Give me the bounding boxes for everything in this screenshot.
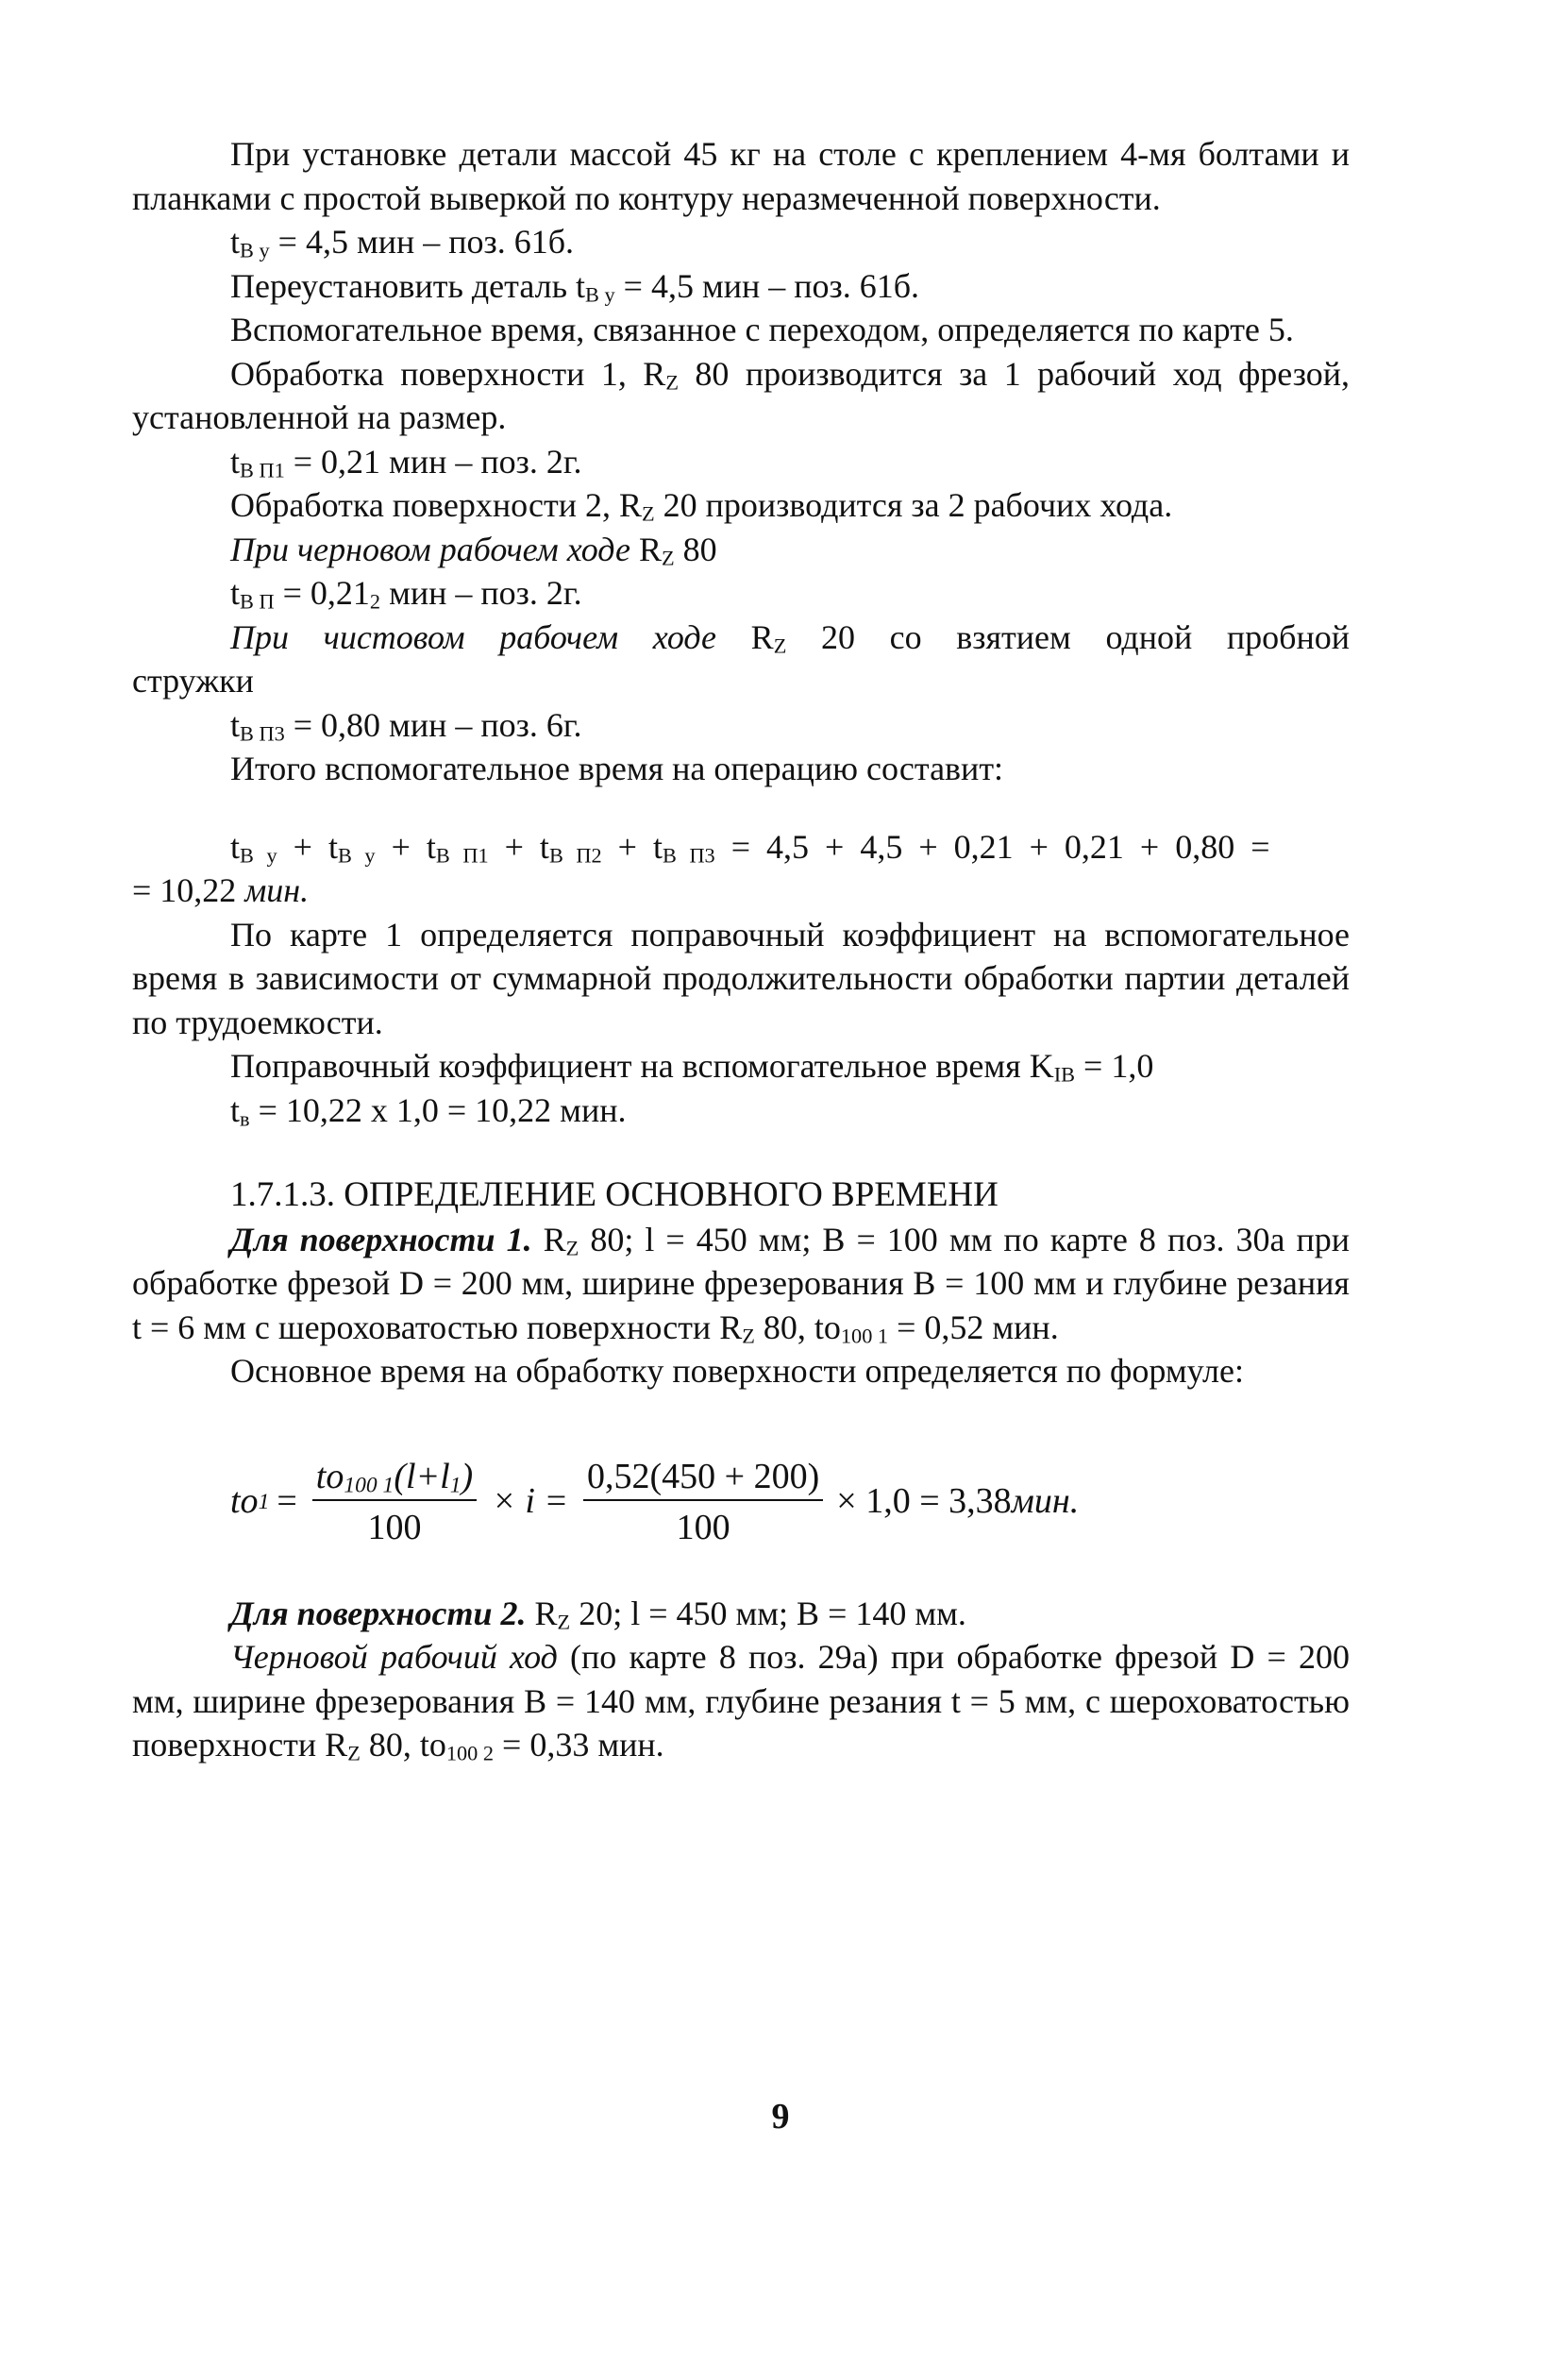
paragraph: При установке детали массой 45 кг на столе с креплением 4-мя болтами и планками с простой выверкой по контуру неразмеченной поверхности.	[132, 135, 1350, 217]
paragraph: Черновой рабочий ход (по карте 8 поз. 29а) при обработке фрезой D = 200 мм, ширине фрезерования B = 140 мм, глубине резания t = 5 мм, с шероховатостью поверхности $R_Z$ 80, $to_{100 2} = 0,33$ мин.	[132, 1638, 1351, 1765]
document-page	[132, 132, 1350, 1767]
formula-line: $t_{В П} = 0,21_2$ мин – поз. 2г.	[230, 574, 582, 614]
fraction-1: $\frac{to_{100 1}(l+l_1)}{100}$	[312, 1456, 477, 1548]
paragraph: При черновом рабочем ходе $R_Z$ 80	[230, 530, 717, 569]
paragraph: Вспомогательное время, связанное с переходом, определяется по карте 5.	[230, 311, 1294, 348]
paragraph: Итого вспомогательное время на операцию составит:	[230, 750, 1004, 787]
paragraph: Поправочный коэффициент на вспомогательное время $K_{ІВ} = 1,0$	[230, 1047, 1154, 1087]
paragraph: По карте 1 определяется поправочный коэффициент на вспомогательное время в зависимости от суммарной продолжительности обработки партии деталей по трудоемкости.	[132, 915, 1350, 1041]
section-heading: 1.7.1.3. ОПРЕДЕЛЕНИЕ ОСНОВНОГО ВРЕМЕНИ	[230, 1175, 999, 1214]
paragraph: Основное время на обработку поверхности определяется по формуле:	[230, 1352, 1244, 1390]
paragraph: При чистовом рабочем ходе $R_Z$ 20 со взятием одной пробной стружки	[132, 617, 1351, 700]
paragraph: Для поверхности 2. $R_Z$ 20; l = 450 мм; B = 140 мм.	[230, 1594, 966, 1633]
formula-line: $t_{В П3} = 0,80$ мин – поз. 6г.	[230, 705, 582, 745]
main-formula: to 1 = $\frac{to_{100 1}(l+l_1)}{100}$ × i = $\frac{0,52(450 + 200)}{100}$ × 1,0 = 3,38 мин.	[230, 1456, 1080, 1547]
paragraph: Для поверхности 1. $R_Z$ 80; l = 450 мм; B = 100 мм по карте 8 поз. 30а при обработке фрезой D = 200 мм, ширине фрезерования B = 100 мм и глубине резания t = 6 мм с шероховатостью поверхности $R_Z$ 80, $to_{100 1} = 0,52$ мин.	[132, 1220, 1351, 1347]
formula-block	[132, 1431, 1350, 1573]
formula-line: $t_{В у} + t_{В у} + t_{В П1} + t_{В П2} + t_{В П3} = 4,5 + 4,5 + 0,21 + 0,21 + 0,80$ =	[230, 827, 1270, 867]
formula-line: $t_{В П1} = 0,21$ мин – поз. 2г.	[230, 442, 582, 481]
formula-line: $t_в = 10,22$ x 1,0 = 10,22 мин.	[230, 1090, 627, 1130]
paragraph: Обработка поверхности 1, $R_Z$ 80 производится за 1 рабочий ход фрезой, установленной на размер.	[132, 354, 1350, 436]
fraction-2: $\frac{0,52(450 + 200)}{100}$	[583, 1456, 823, 1548]
page-number: 9	[771, 2097, 790, 2136]
paragraph: Переустановить деталь $t_{В у} = 4,5$ мин – поз. 61б.	[230, 266, 920, 306]
paragraph: Обработка поверхности 2, $R_Z$ 20 производится за 2 рабочих хода.	[230, 486, 1173, 526]
formula-line: $t_{В у} = 4,5$ мин – поз. 61б.	[230, 223, 575, 262]
formula-line: = 10,22 мин.	[132, 871, 310, 909]
